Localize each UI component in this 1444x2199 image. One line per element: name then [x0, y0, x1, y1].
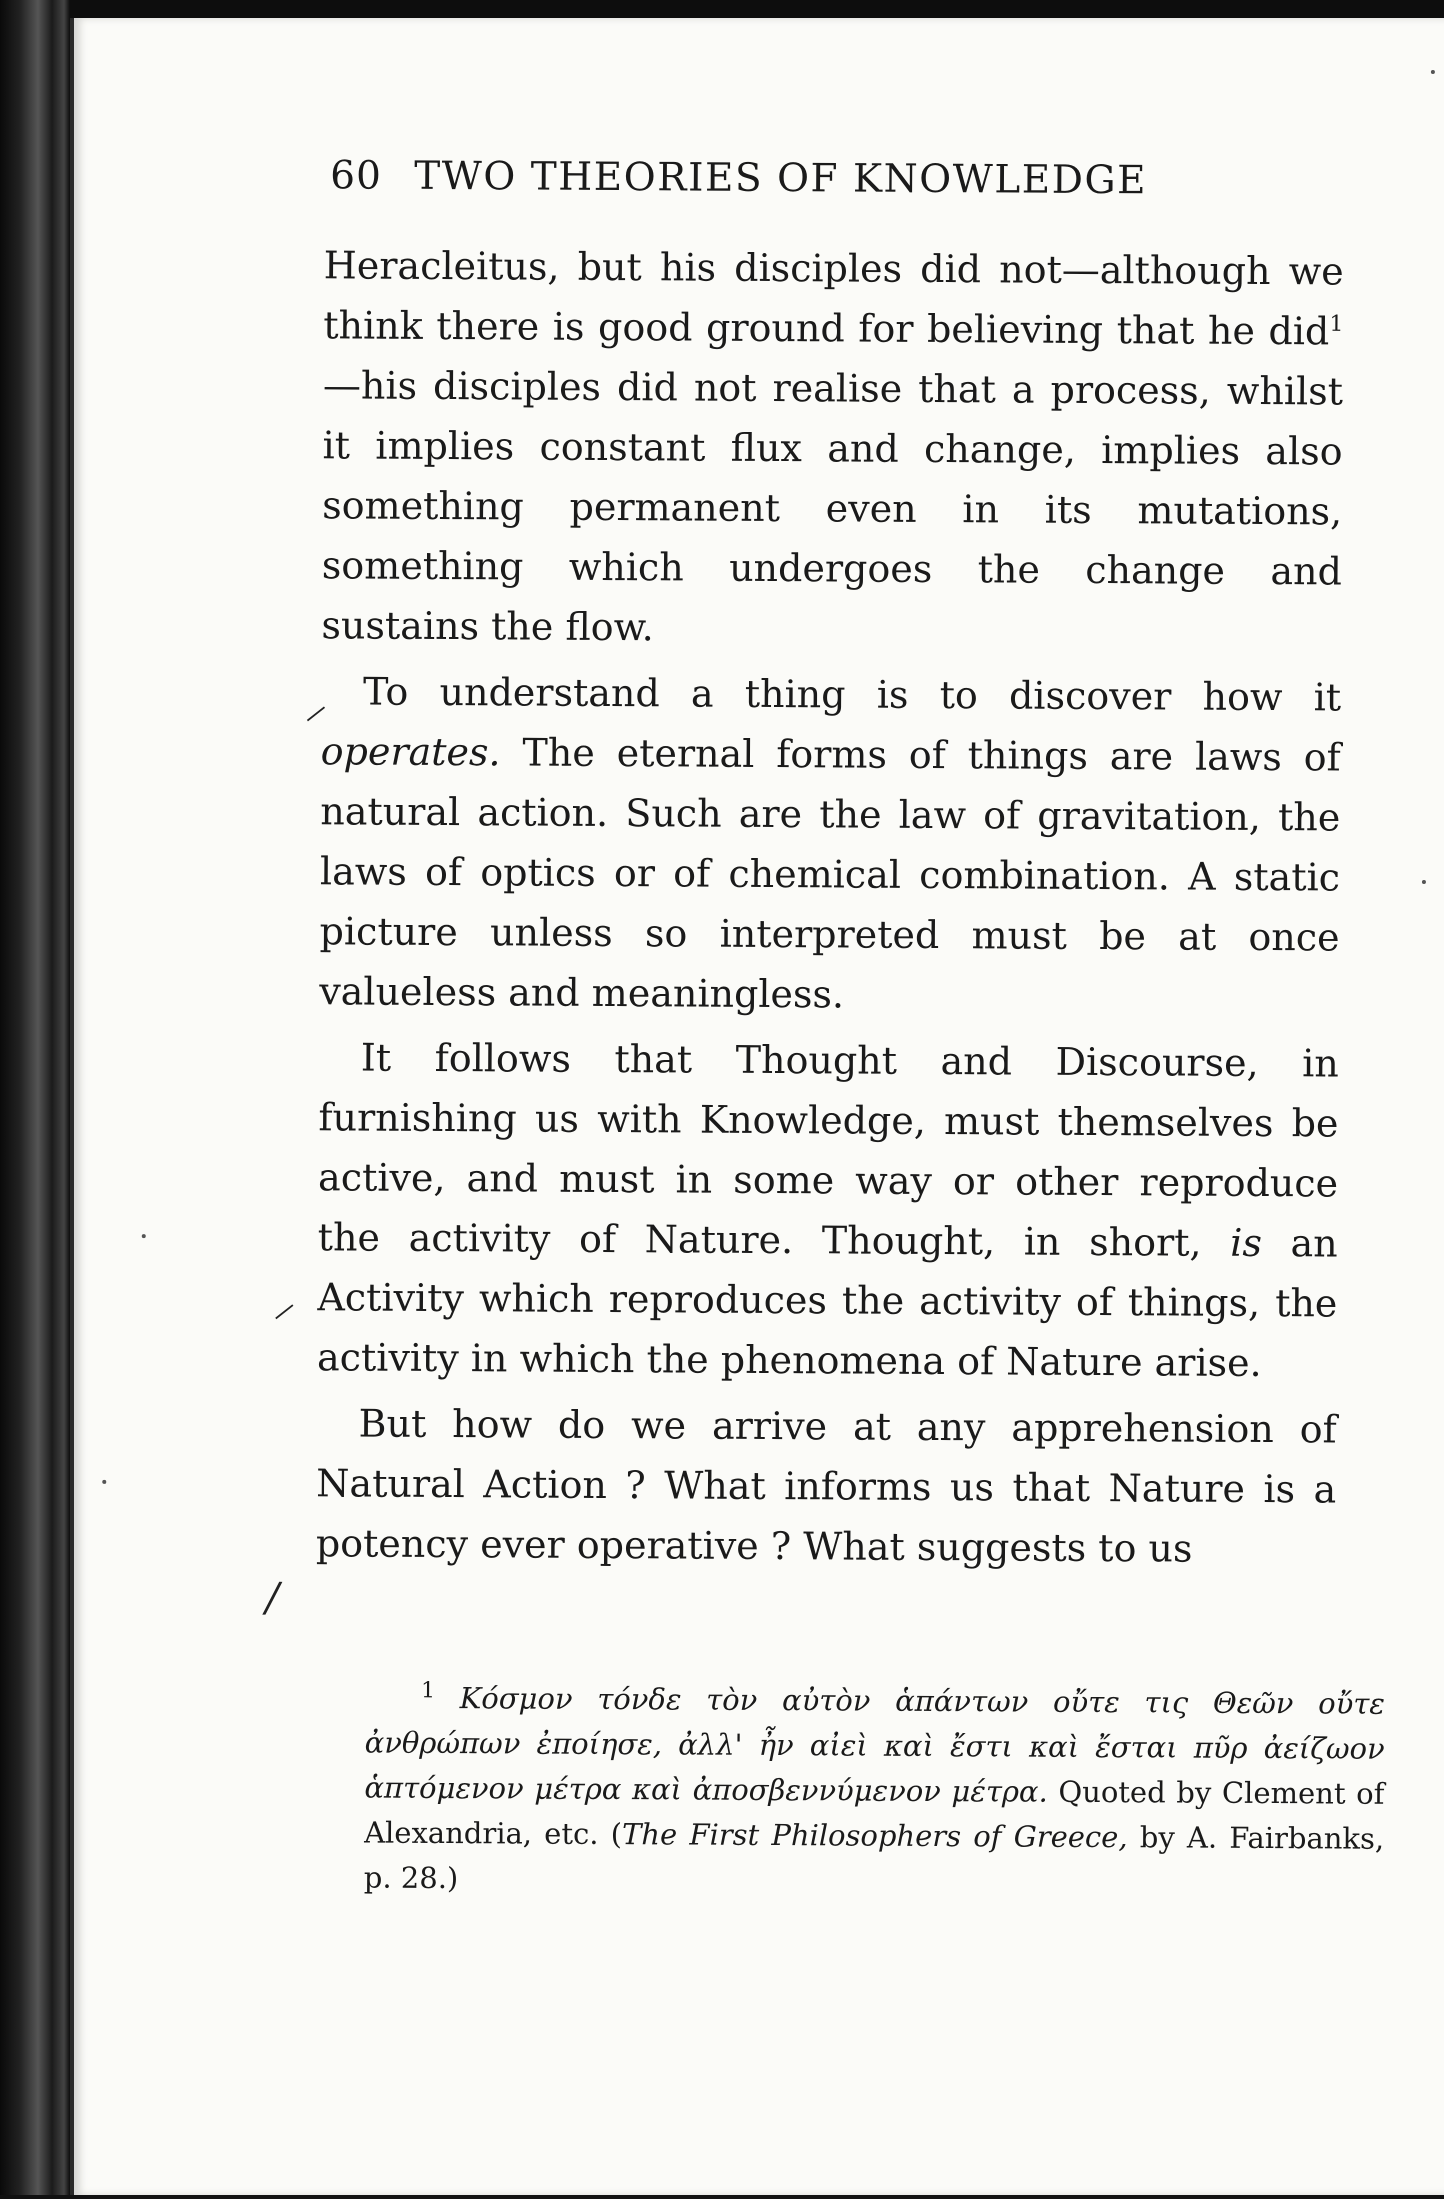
footnote-attribution: Quoted by Clement of Alexandria, etc. (	[364, 1774, 1385, 1852]
paragraph-3-text-b: an Activity which reproduces the activity of things, the activity in which the phenomena of Nature arise.	[316, 1221, 1338, 1385]
paragraph-2-text-a: To understand a thing is to discover how it	[362, 669, 1342, 720]
paragraph-3	[317, 1027, 1339, 1393]
book-page	[70, 18, 1444, 2195]
paragraph-1	[321, 235, 1344, 661]
scan-speck	[1422, 880, 1426, 884]
scan-speck	[102, 1480, 106, 1484]
running-header	[330, 153, 1330, 204]
footnote-greek-quote: Κόσμον τόνδε τὸν αὐτὸν ἁπάντων οὔτε τις Θεῶν οὔτε ἀνθρώπων ἐποίησε, ἀλλ' ἦν αἰεὶ καὶ ἔστι καὶ ἔσται πῦρ ἀείζωον ἁπτόμενον μέτρα καὶ ἀποσβεννύμενον μέτρα.	[364, 1681, 1386, 1809]
footnote-reference: 1	[1329, 311, 1344, 337]
book-binding-edge	[0, 0, 70, 2195]
running-title: TWO THEORIES OF KNOWLEDGE	[414, 153, 1148, 204]
footnote	[364, 1676, 1385, 1907]
scan-speck	[1431, 70, 1435, 74]
body-text	[316, 235, 1344, 1585]
paragraph-4	[316, 1393, 1337, 1579]
footnote-marker: 1	[420, 1678, 436, 1704]
paragraph-2-text-b: The eternal forms of things are laws of natural action. Such are the law of gravitation, the laws of optics or of chemical combination. A static picture unless so interpreted must be at once valueless and meaningless.	[319, 730, 1341, 1017]
paragraph-3-text-a: It follows that Thought and Discourse, in furnishing us with Knowledge, must themselves be active, and must in some way or other reproduce the activity of Nature. Thought, in short,	[317, 1035, 1339, 1265]
page-number: 60	[330, 153, 383, 199]
pencil-margin-mark: ⸝	[304, 682, 326, 729]
pencil-margin-mark: /	[265, 1574, 280, 1622]
paragraph-3-emphasis: is	[1230, 1220, 1263, 1265]
paragraph-2	[319, 661, 1341, 1027]
footnote-citation: by A. Fairbanks, p. 28.)	[363, 1820, 1385, 1896]
pencil-margin-mark: ⸝	[273, 1279, 294, 1327]
paragraph-4-text: But how do we arrive at any apprehension of Natural Action ? What informs us that Nature is a potency ever operative ? What suggests to us	[315, 1401, 1337, 1571]
page-content	[62, 14, 1444, 2199]
footnote-book-title: The First Philosophers of Greece,	[621, 1817, 1128, 1855]
scan-speck	[142, 1234, 146, 1238]
paragraph-2-emphasis: operates.	[320, 729, 501, 775]
paragraph-1-text-a: Heracleitus, but his disciples did not—although we think there is good ground for believing that he did	[323, 243, 1344, 354]
paragraph-1-text-b: —his disciples did not realise that a process, whilst it implies constant flux and change, implies also something permanent even in its mutations, something which undergoes the change and sustains the flow.	[321, 363, 1344, 650]
